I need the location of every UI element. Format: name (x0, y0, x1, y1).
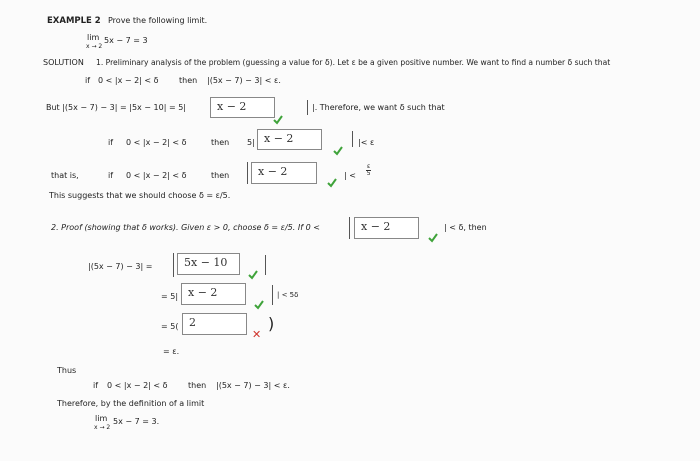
thatis-fraction (366, 164, 371, 177)
thatis-if: if (108, 171, 114, 180)
conclusion-limit-subscript: x → 2 (94, 424, 111, 431)
abs-bar (307, 100, 308, 115)
but-text: But |(5x − 7) − 3| = |5x − 10| = 5| (46, 103, 186, 112)
abs-bar (272, 285, 273, 305)
answer-box-5[interactable]: 5x − 10 (177, 253, 240, 275)
answer-box-2[interactable]: x − 2 (257, 129, 322, 150)
if2-if: if (108, 138, 114, 147)
check-icon (254, 300, 264, 310)
proof-text: 2. Proof (showing that δ works). Given ε > 0, choose δ = ε/5. If 0 < (51, 223, 320, 232)
conclusion-text: Therefore, by the definition of a limit (57, 399, 205, 408)
cond-left: 0 < |x − 2| < δ (98, 76, 159, 85)
chain-row1-left: |(5x − 7) − 3| = (88, 262, 153, 271)
if2-then: then (211, 138, 230, 147)
cond-if: if (85, 76, 91, 85)
cond-right: |(5x − 7) − 3| < ε. (207, 76, 281, 85)
abs-bar (349, 217, 350, 239)
check-icon (327, 178, 337, 188)
thatis-then: then (211, 171, 230, 180)
thus-then: then (188, 381, 207, 390)
thatis-label: that is, (51, 171, 79, 180)
answer-box-7[interactable]: 2 (182, 313, 247, 335)
check-icon (428, 233, 438, 243)
thatis-left: 0 < |x − 2| < δ (126, 171, 187, 180)
check-icon (273, 115, 283, 125)
suggest-text: This suggests that we should choose δ = ε/5. (49, 191, 231, 200)
chain-row3-left: = 5( (161, 322, 179, 331)
chain-row4: = ε. (163, 347, 180, 356)
chain-row3-after: ) (268, 314, 275, 333)
thus-right: |(5x − 7) − 3| < ε. (216, 381, 290, 390)
answer-box-3[interactable]: x − 2 (251, 162, 317, 184)
answer-box-1[interactable]: x − 2 (210, 97, 275, 118)
conclusion-limit-expression: 5x − 7 = 3. (113, 417, 160, 426)
cond-then: then (179, 76, 198, 85)
limit-top: lim (87, 33, 100, 42)
chain-row2-left: = 5| (161, 292, 179, 301)
thus-label: Thus (57, 366, 77, 375)
limit-expression: 5x − 7 = 3 (104, 36, 148, 45)
solution-label: SOLUTION (43, 58, 84, 67)
solution-step1: 1. Preliminary analysis of the problem (guessing a value for δ). Let ε be a given positive number. We want to find a number δ such that (96, 58, 611, 67)
limit-subscript: x → 2 (86, 43, 103, 50)
if2-five: 5| (247, 138, 255, 147)
answer-box-6[interactable]: x − 2 (181, 283, 246, 305)
abs-bar (352, 131, 353, 147)
check-icon (333, 146, 343, 156)
thus-left: 0 < |x − 2| < δ (107, 381, 168, 390)
fraction-denominator: 5 (366, 170, 371, 177)
abs-bar (173, 253, 174, 277)
thatis-after: | < (344, 171, 356, 180)
abs-bar (247, 162, 248, 184)
but-after: |. Therefore, we want δ such that (312, 103, 445, 112)
proof-after: | < δ, then (444, 223, 487, 232)
if2-left: 0 < |x − 2| < δ (126, 138, 187, 147)
example-label: EXAMPLE 2 (47, 16, 101, 26)
conclusion-limit-top: lim (95, 414, 108, 423)
thus-if: if (93, 381, 99, 390)
if2-after: |< ε (358, 138, 375, 147)
cross-icon: ✕ (252, 328, 262, 341)
example-prompt: Prove the following limit. (108, 16, 208, 25)
answer-box-4[interactable]: x − 2 (354, 217, 419, 239)
check-icon (248, 270, 258, 280)
fraction-numerator: ε (367, 163, 371, 170)
abs-bar (265, 255, 266, 275)
chain-row2-after: | < 5δ (277, 291, 299, 299)
